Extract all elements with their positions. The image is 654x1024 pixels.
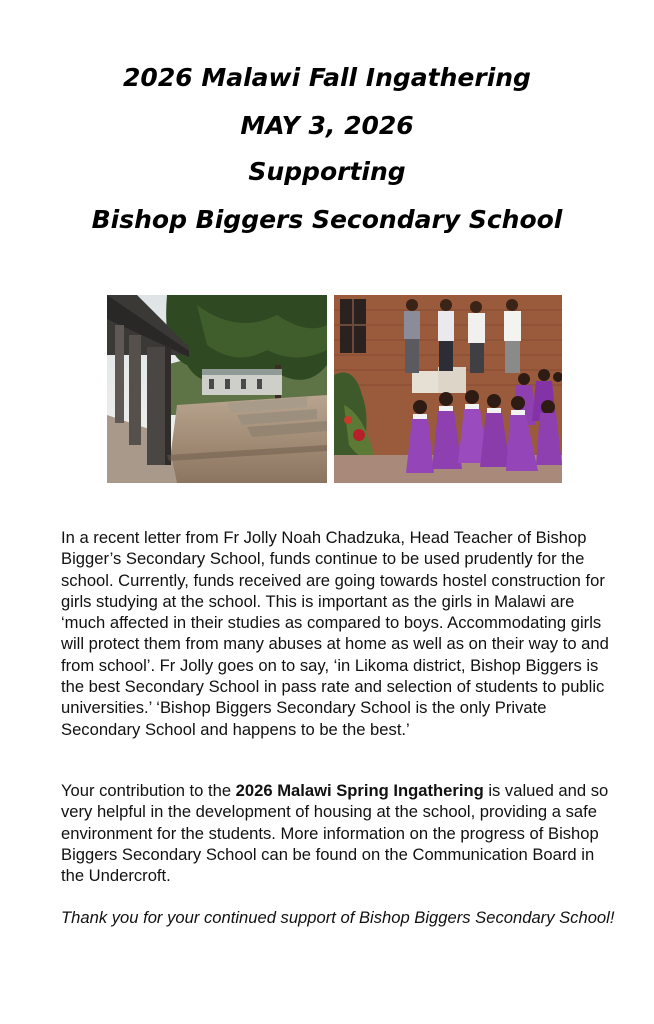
students-group-photo [334, 295, 562, 483]
title-supporting: Supporting [248, 157, 406, 186]
paragraph-contribution [61, 780, 621, 886]
contribution-rest: is valued and so very helpful in the development of housing at the school, providing a safe environment for the students. More information on the progress of Bishop Biggers Secondary School can be found on the Communication Board in the Undercroft. [61, 781, 609, 886]
contribution-intro: Your contribution to the [61, 781, 236, 800]
ingathering-name: 2026 Malawi Spring Ingathering [235, 781, 484, 800]
paragraph-letter: In a recent letter from Fr Jolly Noah Chadzuka, Head Teacher of Bishop Bigger’s Secondary School, funds continue to be used prudently for the school. Currently, funds received are going towards hostel construction for girls studying at the school. This is important as the girls in Malawi are ‘much affected in their studies as compared to boys. Accommodating girls will protect them from many abuses at home as well as on their way to and from school’. Fr Jolly goes on to say, ‘in Likoma district, Bishop Biggers is the best Secondary School in pass rate and selection of students to public universities.’ ‘Bishop Biggers Secondary School is the only Private Secondary School and happens to be the best.’ [61, 528, 609, 739]
title-school-name: Bishop Biggers Secondary School [91, 205, 563, 234]
title-date: MAY 3, 2026 [240, 111, 414, 140]
paragraph-thank-you: Thank you for your continued support of Bishop Biggers Secondary School! [61, 908, 615, 927]
school-buildings-photo [107, 295, 327, 483]
title-line-1: 2026 Malawi Fall Ingathering [123, 63, 531, 92]
